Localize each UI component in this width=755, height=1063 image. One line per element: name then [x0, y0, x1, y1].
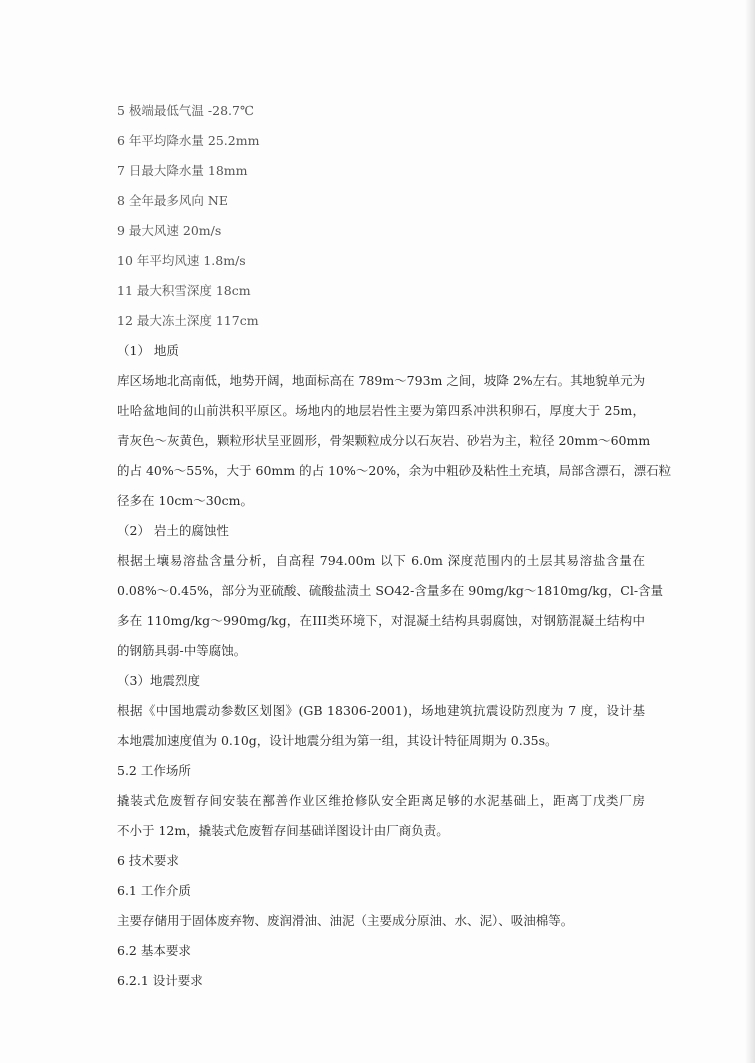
seismic-paragraph-line: 本地震加速度值为 0.10g，设计地震分组为第一组，其设计特征周期为 0.35s。	[117, 733, 558, 748]
section-heading-medium: 6.1 工作介质	[117, 883, 191, 898]
section-heading-geology: （1） 地质	[117, 343, 179, 358]
page-edge-shadow	[745, 0, 755, 1063]
workplace-paragraph-line: 不小于 12m，撬装式危废暂存间基础详图设计由厂商负责。	[117, 823, 449, 838]
geology-paragraph-line: 的占 40%～55%，大于 60mm 的占 10%～20%，余为中粗砂及粘性土充填，局部含漂石，漂石粒	[117, 463, 672, 478]
corrosion-paragraph-line: 多在 110mg/kg～990mg/kg，在III类环境下，对混凝土结构具弱腐蚀，对钢筋混凝土结构中	[117, 613, 645, 628]
geology-paragraph-line: 吐哈盆地间的山前洪积平原区。场地内的地层岩性主要为第四系冲洪积卵石，厚度大于 25m，	[117, 403, 645, 418]
section-heading-workplace: 5.2 工作场所	[117, 763, 191, 778]
section-heading-corrosion: （2） 岩土的腐蚀性	[117, 523, 229, 538]
climate-item-min-temp: 5 极端最低气温 -28.7℃	[117, 103, 254, 118]
geology-paragraph-line: 青灰色～灰黄色，颗粒形状呈亚圆形，骨架颗粒成分以石灰岩、砂岩为主，粒径 20mm～60mm	[117, 433, 651, 448]
workplace-paragraph-line: 撬装式危废暂存间安装在鄯善作业区维抢修队安全距离足够的水泥基础上，距离丁戊类厂房	[117, 793, 645, 808]
section-heading-tech-requirements: 6 技术要求	[117, 853, 179, 868]
climate-item-max-wind-speed: 9 最大风速 20m/s	[117, 223, 222, 238]
geology-paragraph-line: 库区场地北高南低，地势开阔，地面标高在 789m～793m 之间，坡降 2%左右。其地貌单元为	[117, 373, 646, 388]
corrosion-paragraph-line: 0.08%～0.45%，部分为亚硫酸、硫酸盐渍土 SO42-含量多在 90mg/kg～1810mg/kg，Cl-含量	[117, 583, 664, 598]
geology-paragraph-line: 径多在 10cm～30cm。	[117, 493, 253, 508]
corrosion-paragraph-line: 的钢筋具弱-中等腐蚀。	[117, 643, 247, 658]
climate-item-frozen-soil-depth: 12 最大冻土深度 117cm	[117, 313, 259, 328]
climate-item-daily-max-precip: 7 日最大降水量 18mm	[117, 163, 248, 178]
climate-item-snow-depth: 11 最大积雪深度 18cm	[117, 283, 251, 298]
medium-paragraph-line: 主要存储用于固体废弃物、废润滑油、油泥（主要成分原油、水、泥）、吸油棉等。	[117, 913, 574, 928]
seismic-paragraph-line: 根据《中国地震动参数区划图》(GB 18306-2001)，场地建筑抗震设防烈度为 7 度，设计基	[117, 703, 645, 718]
section-heading-basic-requirements: 6.2 基本要求	[117, 943, 191, 958]
climate-item-avg-wind-speed: 10 年平均风速 1.8m/s	[117, 253, 246, 268]
corrosion-paragraph-line: 根据土壤易溶盐含量分析，自高程 794.00m 以下 6.0m 深度范围内的土层其易溶盐含量在	[117, 553, 645, 568]
section-heading-seismic: （3）地震烈度	[117, 673, 200, 688]
climate-item-annual-precip: 6 年平均降水量 25.2mm	[117, 133, 260, 148]
climate-item-wind-direction: 8 全年最多风向 NE	[117, 193, 228, 208]
section-heading-design-requirements: 6.2.1 设计要求	[117, 973, 203, 988]
